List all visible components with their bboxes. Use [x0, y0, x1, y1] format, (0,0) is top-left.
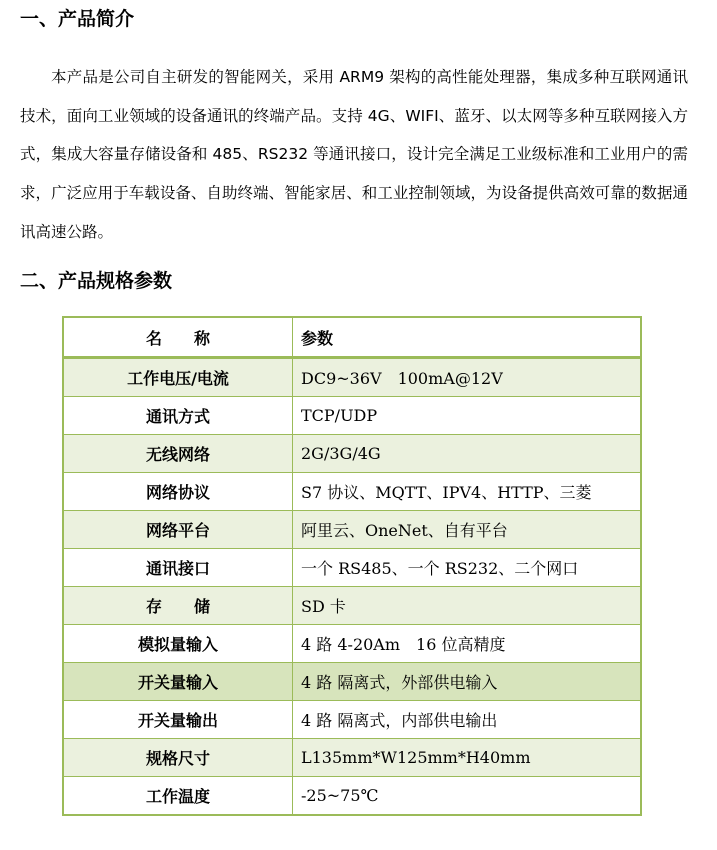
table-row — [63, 511, 641, 549]
spec-name: 网络协议 — [63, 473, 293, 511]
spec-value: S7 协议、MQTT、IPV4、HTTP、三菱 — [293, 473, 642, 511]
table-row — [63, 549, 641, 587]
table-row — [63, 663, 641, 701]
spec-table — [62, 316, 642, 816]
spec-name: 模拟量输入 — [63, 625, 293, 663]
spec-name: 规格尺寸 — [63, 739, 293, 777]
spec-value: 4 路 隔离式，内部供电输出 — [293, 701, 642, 739]
section-title-specs: 二、产品规格参数 — [20, 270, 173, 292]
spec-name: 通讯方式 — [63, 397, 293, 435]
spec-name: 工作温度 — [63, 777, 293, 816]
spec-name: 网络平台 — [63, 511, 293, 549]
spec-name: 通讯接口 — [63, 549, 293, 587]
spec-value: 4 路 4-20Am 16 位高精度 — [293, 625, 642, 663]
spec-value: 4 路 隔离式，外部供电输入 — [293, 663, 642, 701]
spec-name: 无线网络 — [63, 435, 293, 473]
spec-name: 存 储 — [63, 587, 293, 625]
spec-value: L135mm*W125mm*H40mm — [293, 739, 642, 777]
spec-value: 一个 RS485、一个 RS232、二个网口 — [293, 549, 642, 587]
header-value-cell: 参数 — [293, 317, 642, 358]
spec-name: 开关量输入 — [63, 663, 293, 701]
intro-paragraph: 本产品是公司自主研发的智能网关，采用 ARM9 架构的高性能处理器，集成多种互联网通讯技术，面向工业领域的设备通讯的终端产品。支持 4G、WIFI、蓝牙、以太网等多种互联网接入方式，集成大容量存储设备和 485、RS232 等通讯接口，设计完全满足工业级标准和工业用户的需求，广泛应用于车载设备、自助终端、智能家居、和工业控制领域，为设备提供高效可靠的数据通讯高速公路。 — [20, 68, 688, 241]
spec-name: 开关量输出 — [63, 701, 293, 739]
table-row — [63, 777, 641, 816]
table-row — [63, 701, 641, 739]
spec-value: 2G/3G/4G — [293, 435, 642, 473]
spec-value: -25~75℃ — [301, 786, 379, 805]
table-row — [63, 435, 641, 473]
table-row — [63, 625, 641, 663]
section-title-intro: 一、产品简介 — [20, 8, 135, 30]
table-row — [63, 473, 641, 511]
spec-name: 工作电压/电流 — [63, 358, 293, 397]
spec-value: DC9~36V 100mA@12V — [293, 358, 642, 397]
spec-value: SD 卡 — [293, 587, 642, 625]
spec-value: 阿里云、OneNet、自有平台 — [293, 511, 642, 549]
table-row — [63, 587, 641, 625]
table-header-row — [63, 317, 641, 358]
spec-value: TCP/UDP — [293, 397, 642, 435]
table-row — [63, 358, 641, 397]
table-row — [63, 397, 641, 435]
header-name-cell: 名 称 — [63, 317, 293, 358]
table-row — [63, 739, 641, 777]
